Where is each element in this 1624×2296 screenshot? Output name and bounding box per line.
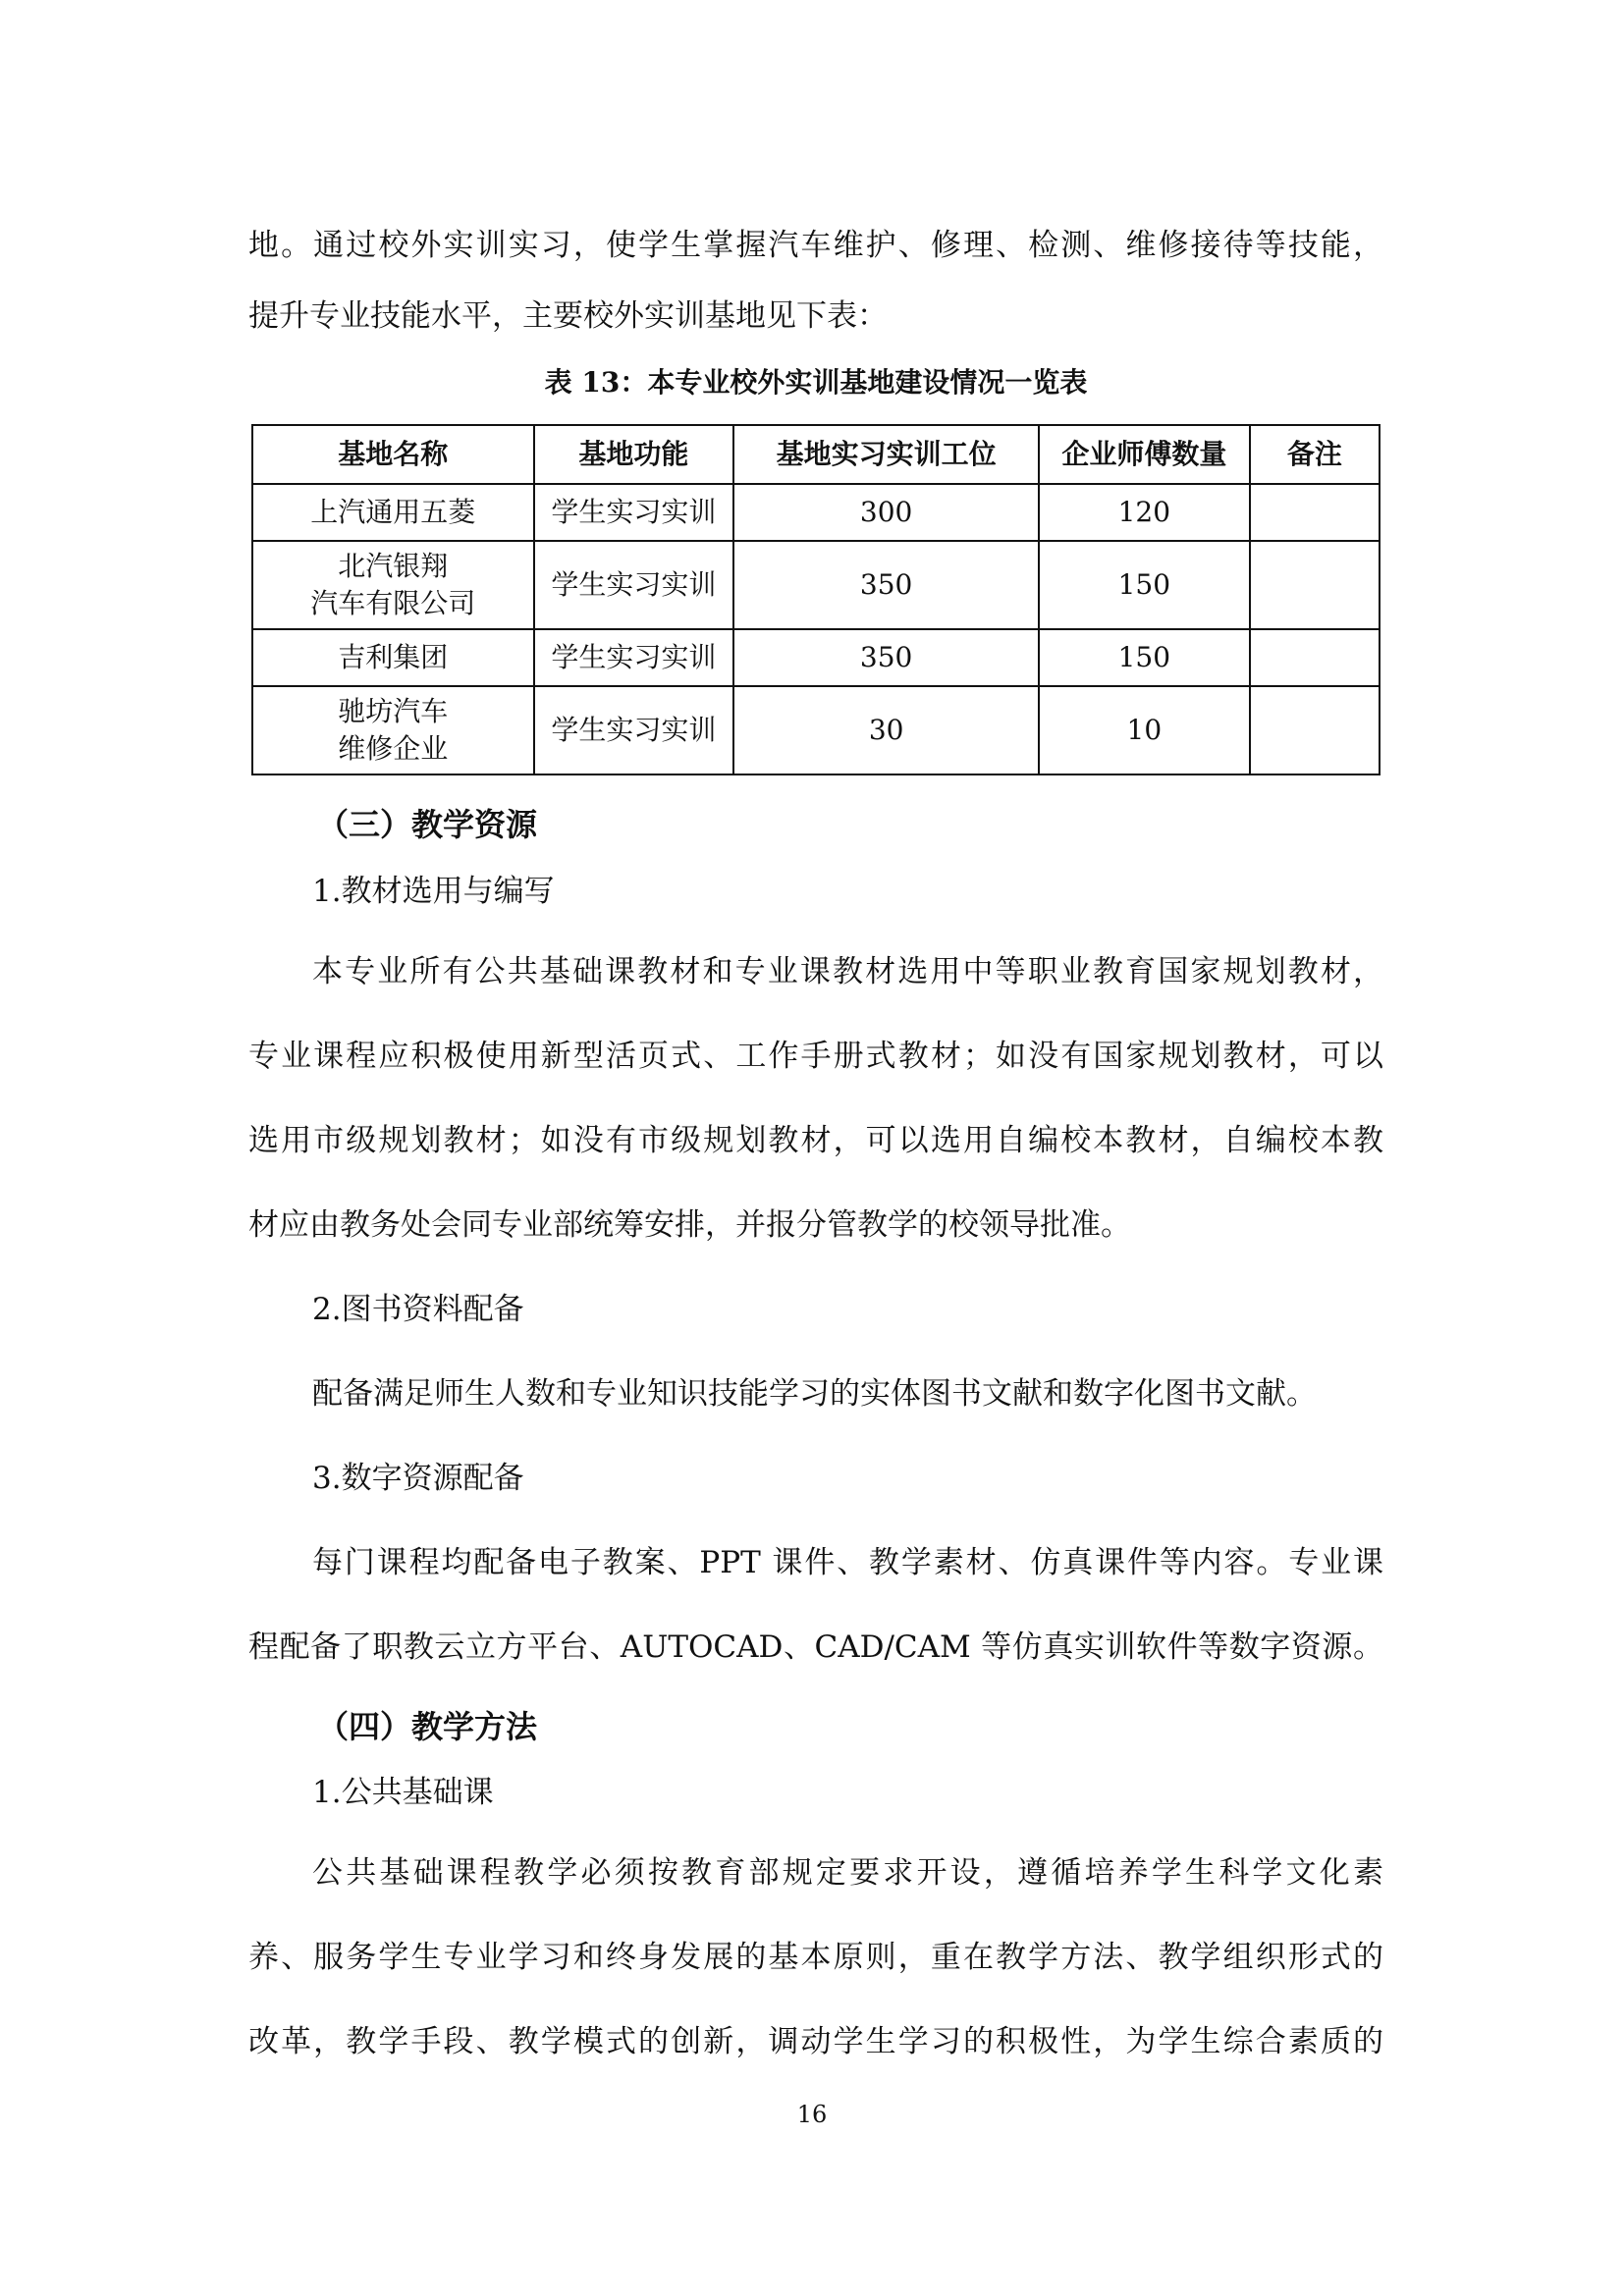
cell-masters: 120 — [1039, 484, 1250, 541]
cell-remark — [1250, 541, 1380, 629]
header-base-function: 基地功能 — [534, 425, 734, 484]
table-row — [252, 541, 1380, 629]
para-textbooks-line-2: 专业课程应积极使用新型活页式、工作手册式教材；如没有国家规划教材，可以 — [248, 1039, 1383, 1074]
cell-masters: 150 — [1039, 629, 1250, 686]
subheading-public-courses: 1.公共基础课 — [312, 1775, 494, 1810]
section-heading-teaching-methods: （四）教学方法 — [317, 1708, 538, 1745]
table-row — [252, 629, 1380, 686]
table-caption: 表 13：本专业校外实训基地建设情况一览表 — [544, 366, 1088, 399]
base-name-line: 维修企业 — [338, 732, 449, 765]
header-base-name: 基地名称 — [252, 425, 534, 484]
para-public-line-3: 改革，教学手段、教学模式的创新，调动学生学习的积极性，为学生综合素质的 — [248, 2024, 1383, 2059]
subheading-library: 2.图书资料配备 — [312, 1292, 524, 1327]
para-public-line-1: 公共基础课程教学必须按教育部规定要求开设，遵循培养学生科学文化素 — [312, 1855, 1383, 1891]
cell-masters: 150 — [1039, 541, 1250, 629]
cell-remark — [1250, 484, 1380, 541]
cell-stations: 30 — [733, 686, 1039, 774]
cell-remark — [1250, 629, 1380, 686]
page-number: 16 — [796, 2101, 828, 2128]
cell-base-name — [252, 686, 534, 774]
cell-base-name — [252, 484, 534, 541]
para-textbooks-line-1: 本专业所有公共基础课教材和专业课教材选用中等职业教育国家规划教材， — [312, 954, 1383, 989]
para-textbooks-line-4: 材应由教务处会同专业部统筹安排，并报分管教学的校领导批准。 — [248, 1207, 1131, 1243]
cell-stations: 300 — [733, 484, 1039, 541]
table-row — [252, 484, 1380, 541]
cell-base-function: 学生实习实训 — [534, 686, 734, 774]
base-name-line: 吉利集团 — [338, 641, 449, 673]
cell-stations: 350 — [733, 541, 1039, 629]
para-digital-line-1: 每门课程均配备电子教案、PPT 课件、教学素材、仿真课件等内容。专业课 — [312, 1545, 1383, 1580]
cell-masters: 10 — [1039, 686, 1250, 774]
para-public-line-2: 养、服务学生专业学习和终身发展的基本原则，重在教学方法、教学组织形式的 — [248, 1940, 1383, 1975]
cell-base-function: 学生实习实训 — [534, 541, 734, 629]
para-library: 配备满足师生人数和专业知识技能学习的实体图书文献和数字化图书文献。 — [312, 1376, 1317, 1412]
training-base-table — [251, 424, 1380, 775]
subheading-textbooks: 1.教材选用与编写 — [312, 874, 555, 909]
base-name-line: 上汽通用五菱 — [310, 496, 476, 528]
intro-line-2: 提升专业技能水平，主要校外实训基地见下表： — [248, 298, 888, 334]
cell-base-function: 学生实习实训 — [534, 484, 734, 541]
header-remark: 备注 — [1250, 425, 1380, 484]
section-heading-teaching-resources: （三）教学资源 — [317, 806, 538, 843]
table-row — [252, 686, 1380, 774]
para-digital-line-2: 程配备了职教云立方平台、AUTOCAD、CAD/CAM 等仿真实训软件等数字资源。 — [248, 1629, 1383, 1665]
cell-base-name — [252, 541, 534, 629]
cell-remark — [1250, 686, 1380, 774]
base-name-line: 汽车有限公司 — [310, 587, 476, 619]
base-name-line: 北汽银翔 — [338, 550, 449, 582]
para-textbooks-line-3: 选用市级规划教材；如没有市级规划教材，可以选用自编校本教材，自编校本教 — [248, 1123, 1383, 1158]
cell-stations: 350 — [733, 629, 1039, 686]
table-header-row — [252, 425, 1380, 484]
header-masters: 企业师傅数量 — [1039, 425, 1250, 484]
header-stations: 基地实习实训工位 — [733, 425, 1039, 484]
cell-base-function: 学生实习实训 — [534, 629, 734, 686]
subheading-digital-resources: 3.数字资源配备 — [312, 1461, 524, 1496]
base-name-line: 驰坊汽车 — [338, 695, 449, 727]
cell-base-name — [252, 629, 534, 686]
intro-line-1: 地。通过校外实训实习，使学生掌握汽车维护、修理、检测、维修接待等技能， — [248, 228, 1383, 263]
